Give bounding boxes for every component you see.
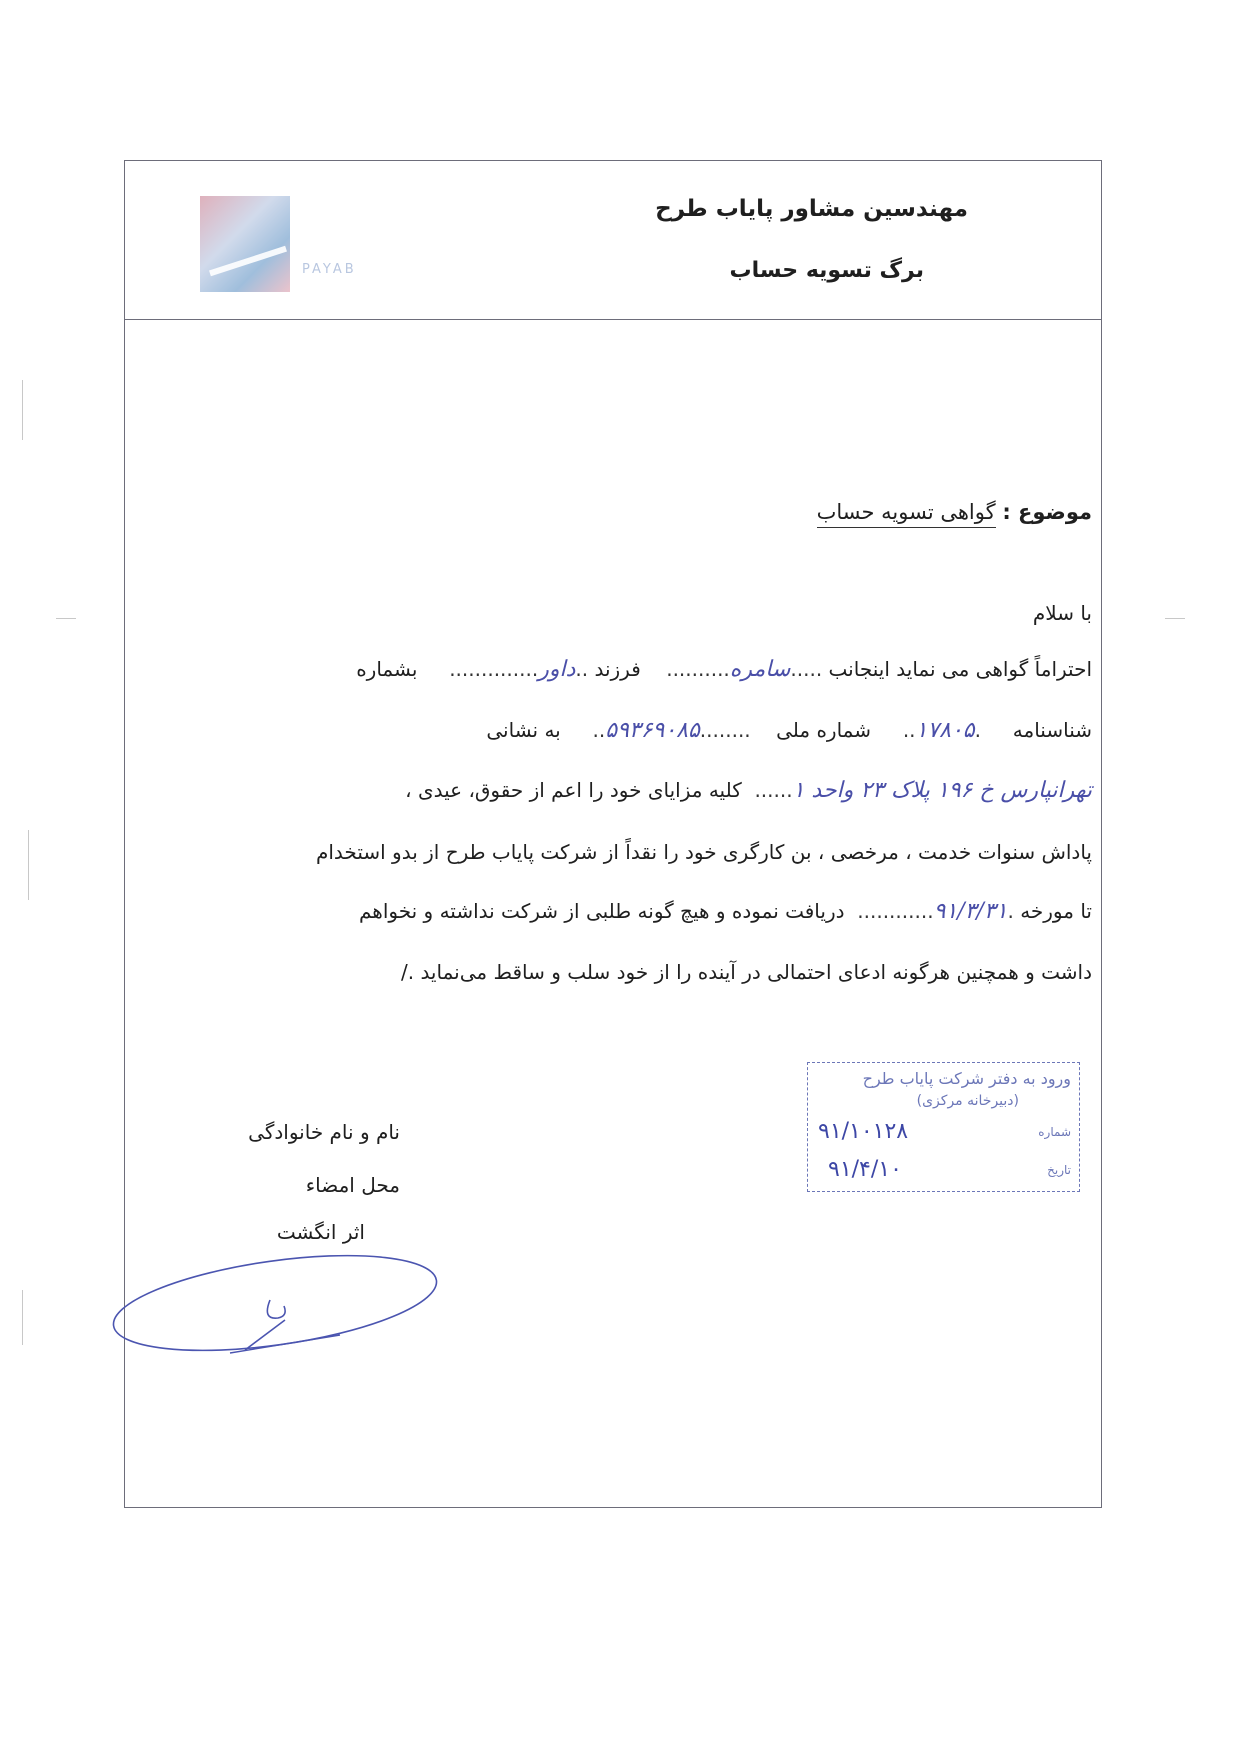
employee-name: سامره <box>729 657 791 682</box>
national-id: ۵۹۳۶۹۰۸۵ <box>605 718 700 743</box>
id-number: ۱۷۸۰۵ <box>915 718 975 743</box>
company-name: مهندسین مشاور پایاب طرح <box>655 196 968 222</box>
body-line-2: شناسنامه .۱۷۸۰۵.. شماره ملی ........۵۹۳۶۹۰۸۵.. به نشانی <box>486 718 1092 743</box>
address: تهرانپارس خ ۱۹۶ پلاک ۲۳ واحد ۱ <box>792 778 1092 803</box>
father-name: داور <box>538 657 576 682</box>
line2-text-a: شناسنامه <box>1012 718 1092 742</box>
greeting: با سلام <box>1032 601 1092 625</box>
subject-label: موضوع : <box>1002 500 1092 524</box>
line5-text-b: دریافت نموده و هیچ گونه طلبی از شرکت نداشته و نخواهم <box>358 899 845 923</box>
settlement-date: ۹۱/۳/۳۱ <box>933 899 1008 924</box>
stamp-date-label: تاریخ <box>1047 1163 1071 1177</box>
line1-text-a: احتراماً گواهی می نماید اینجانب <box>828 657 1092 681</box>
stamp-number-value: ۹۱/۱۰۱۲۸ <box>818 1119 909 1144</box>
body-line-6: داشت و همچنین هرگونه ادعای احتمالی در آینده را از خود سلب و ساقط می‌نماید ./ <box>400 960 1092 984</box>
form-title: برگ تسویه حساب <box>729 258 924 283</box>
line1-text-b: فرزند <box>594 657 641 681</box>
line1-text-c: بشماره <box>356 657 418 681</box>
thumbprint-label: اثر انگشت <box>276 1220 365 1244</box>
stamp-line-1: ورود به دفتر شرکت پایاب طرح <box>862 1069 1071 1088</box>
header-divider <box>124 319 1102 320</box>
line2-text-c: به نشانی <box>486 718 561 742</box>
name-label: نام و نام خانوادگی <box>248 1120 400 1144</box>
body-line-5: تا مورخه .۹۱/۳/۳۱............ دریافت نموده و هیچ گونه طلبی از شرکت نداشته و نخواهم <box>358 899 1092 924</box>
signature-label: محل امضاء <box>305 1173 400 1197</box>
registration-stamp <box>807 1062 1080 1192</box>
line5-text-a: تا مورخه <box>1020 899 1092 923</box>
line3-text-a: کلیه مزایای خود را اعم از حقوق، عیدی ، <box>405 778 742 802</box>
stamp-date-value: ۹۱/۴/۱۰ <box>828 1157 902 1182</box>
stamp-line-2: (دبیرخانه مرکزی) <box>916 1093 1019 1109</box>
body-line-1: احتراماً گواهی می نماید اینجانب .....سامره.......... فرزند ..داور.............. بشماره <box>356 657 1092 682</box>
subject-line <box>817 500 1092 524</box>
body-line-3: تهرانپارس خ ۱۹۶ پلاک ۲۳ واحد ۱...... کلیه مزایای خود را اعم از حقوق، عیدی ، <box>405 778 1092 803</box>
logo-text: PAYAB <box>302 262 357 277</box>
subject-value: گواهی تسویه حساب <box>817 500 996 528</box>
company-logo <box>200 196 290 292</box>
signature-scribble <box>110 1225 450 1375</box>
body-line-4: پاداش سنوات خدمت ، مرخصی ، بن کارگری خود را نقداً از شرکت پایاب طرح از بدو استخدام <box>315 840 1092 864</box>
line2-text-b: شماره ملی <box>776 718 872 742</box>
stamp-number-label: شماره <box>1038 1125 1071 1139</box>
